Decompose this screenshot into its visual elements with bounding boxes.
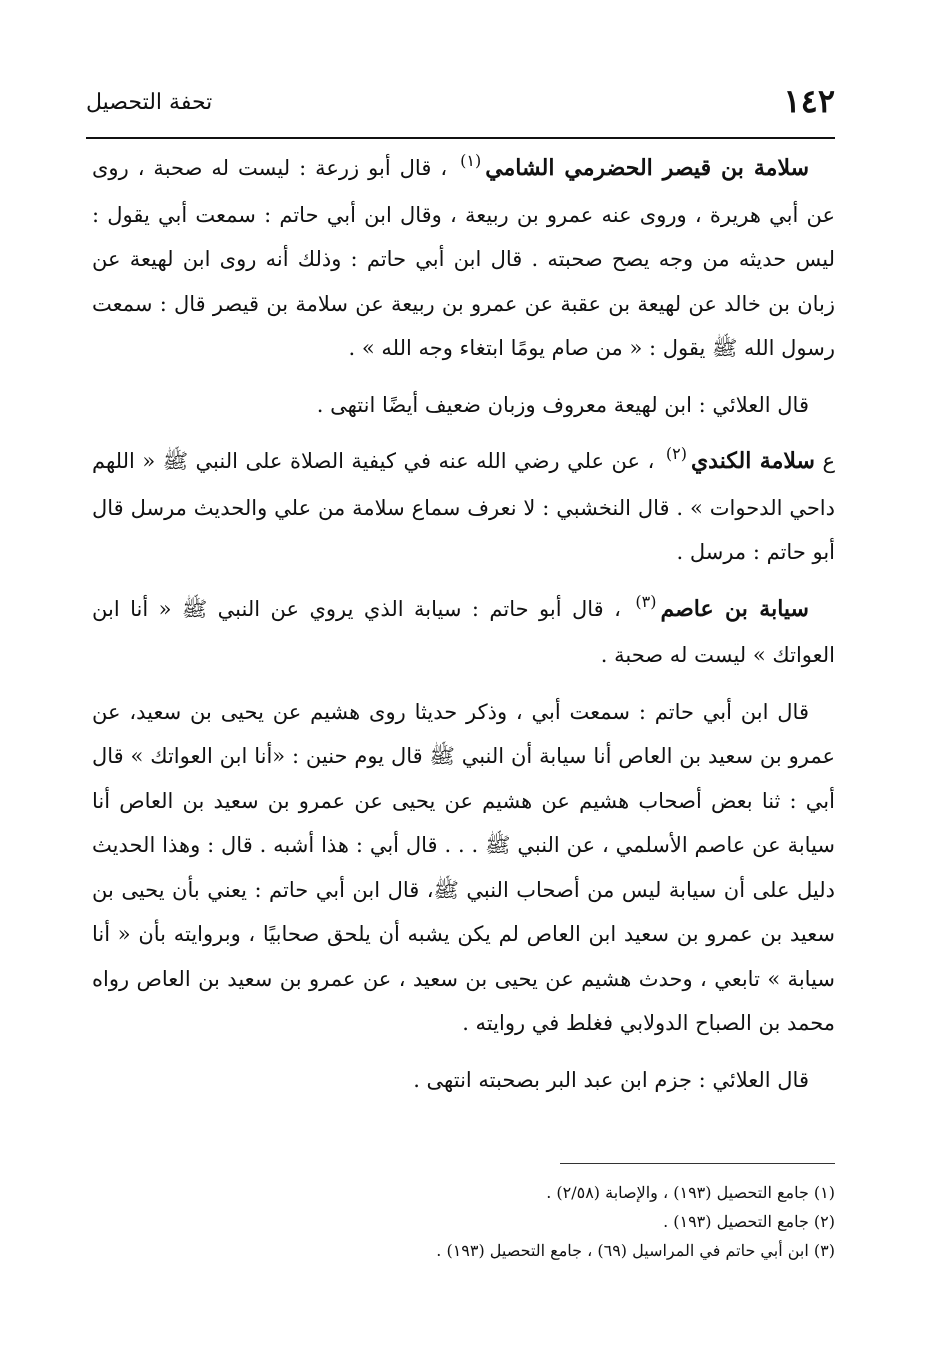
page-header bbox=[86, 80, 835, 130]
alai-comment-1: قال العلائي : ابن لهيعة معروف وزبان ضعيف أيضًا انتهى . bbox=[316, 392, 809, 417]
entry-prefix: ع bbox=[822, 449, 835, 473]
running-title: تحفة التحصيل bbox=[86, 90, 213, 115]
footnotes bbox=[96, 1178, 835, 1265]
footnote-ref: (١) bbox=[460, 151, 482, 170]
entry-text: ، قال أبو حاتم : سيابة الذي يروي عن النبي ﷺ « أنا ابن العواتك » ليست له صحبة . bbox=[92, 596, 835, 667]
footnote-3: (٣) ابن أبي حاتم في المراسيل (٦٩) ، جامع التحصيل (١٩٣) . bbox=[436, 1241, 835, 1260]
footnote-2: (٢) جامع التحصيل (١٩٣) . bbox=[663, 1212, 835, 1231]
alai-comment-2: قال العلائي : جزم ابن عبد البر بصحبته انتهى . bbox=[413, 1067, 809, 1092]
page-body bbox=[92, 146, 835, 1102]
footnote-ref: (٢) bbox=[665, 444, 687, 463]
entry-name: سلامة الكندي bbox=[690, 448, 815, 474]
entry-salama-al-kindi bbox=[92, 439, 835, 575]
entry-name: سلامة بن قيصر الحضرمي الشامي bbox=[485, 155, 810, 181]
entry-sayaba-bin-asim bbox=[92, 587, 835, 678]
entry-name: سيابة بن عاصم bbox=[660, 595, 809, 622]
ibn-abi-hatim-paragraph: قال ابن أبي حاتم : سمعت أبي ، وذكر حديثا روى هشيم عن يحيى بن سعيد، عن عمرو بن سعيد بن العاص أنا سيابة أن النبي ﷺ قال يوم حنين : «أنا ابن العواتك » قال أبي : ثنا بعض أصحاب هشيم عن هشيم عن يحيى عن عمرو بن سعيد بن العاص أنا سيابة عن عاصم الأسلمي ، عن النبي ﷺ . . . قال أبي : هذا أشبه . قال : وهذا الحديث دليل على أن سيابة ليس من أصحاب النبي ﷺ، قال ابن أبي حاتم : يعني بأن يحيى بن سعيد بن عمرو بن سعيد ابن العاص لم يكن يشبه أن يلحق صحابيًا ، وبروايته بأن « أنا سيابة » تابعي ، وحدث هشيم عن يحيى بن سعيد ، عن عمرو بن سعيد بن العاص رواه محمد بن الصباح الدولابي فغلط في روايته . bbox=[92, 699, 835, 1035]
footnote-1: (١) جامع التحصيل (١٩٣) ، والإصابة (٢/٥٨) . bbox=[546, 1183, 835, 1202]
header-divider bbox=[86, 137, 835, 139]
footnote-ref: (٣) bbox=[635, 591, 657, 611]
page-number: ١٤٢ bbox=[783, 82, 835, 120]
entry-text: ، قال أبو زرعة : ليست له صحبة ، روى عن أبي هريرة ، وروى عنه عمرو بن ربيعة ، وقال ابن أبي حاتم : سمعت أبي يقول : ليس حديثه من وجه يصح صحبته . قال ابن أبي حاتم : وذلك أنه روى ابن لهيعة عن زبان بن خالد عن لهيعة بن عقبة عن عمرو بن ربيعة عن سلامة بن قيصر قال : سمعت رسول الله ﷺ يقول : « من صام يومًا ابتغاء وجه الله » . bbox=[92, 156, 835, 360]
entry-text: ، عن علي رضي الله عنه في كيفية الصلاة على النبي ﷺ « اللهم داحي الدحوات » . قال النخشبي : لا نعرف سماع سلامة من علي والحديث مرسل قال أبو حاتم : مرسل . bbox=[92, 449, 835, 564]
footnote-divider bbox=[560, 1163, 835, 1164]
entry-salama-bin-qaysar bbox=[92, 146, 835, 371]
